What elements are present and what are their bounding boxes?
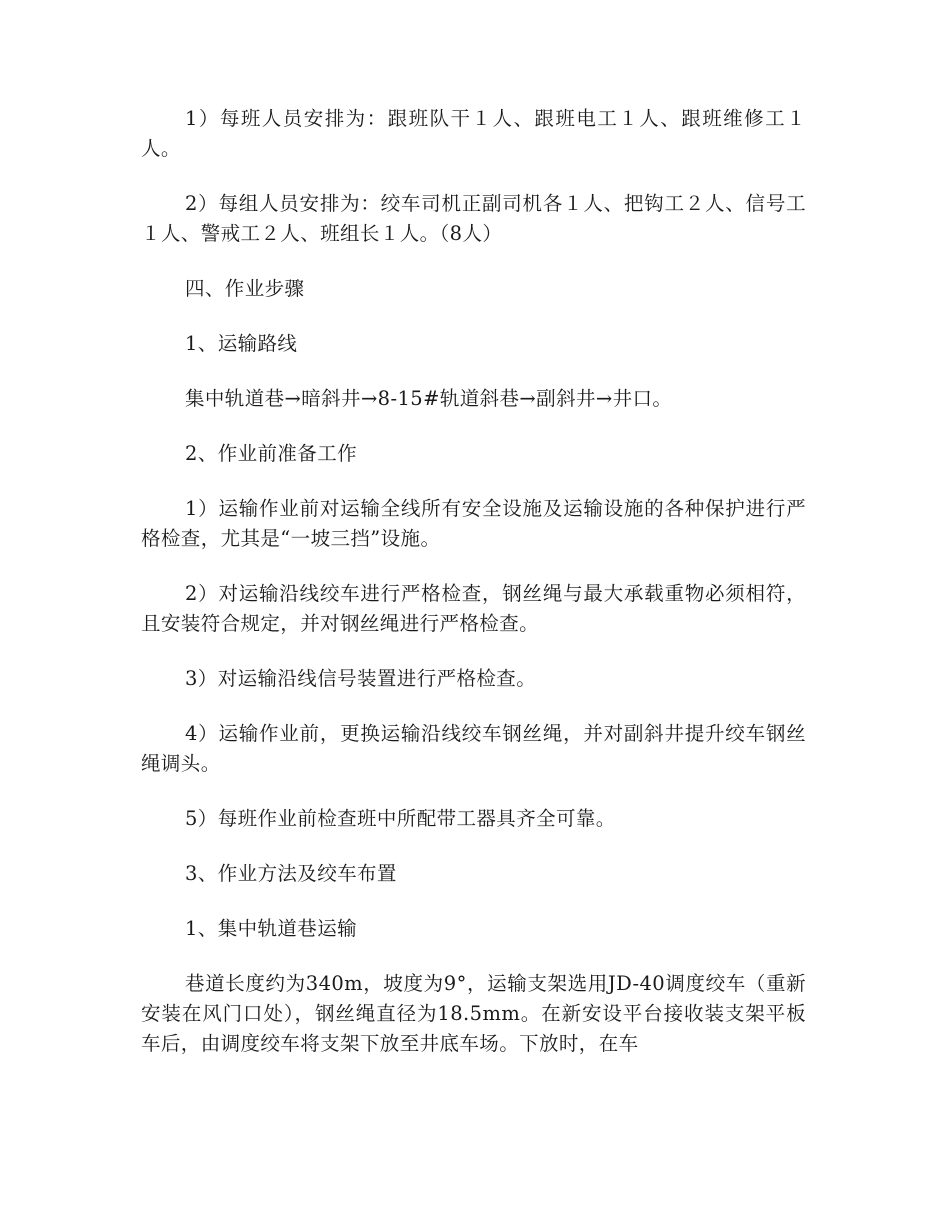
paragraph-prep-4: 4）运输作业前，更换运输沿线绞车钢丝绳，并对副斜井提升绞车钢丝绳调头。 [141,722,806,775]
subheading-method-winch-layout: 3、作业方法及绞车布置 [185,862,397,885]
paragraph-prep-2: 2）对运输沿线绞车进行严格检查，钢丝绳与最大承载重物必须相符，且安装符合规定，并对钢丝绳进行严格检查。 [141,582,806,635]
paragraph-transport-route: 集中轨道巷→暗斜井→8-15#轨道斜巷→副斜井→井口。 [185,387,673,410]
paragraph-central-track-details: 巷道长度约为340m，坡度为9°，运输支架选用JD-40调度绞车（重新安装在风门口处），钢丝绳直径为18.5mm。在新安设平台接收装支架平板车后，由调度绞车将支架下放至井底车场。下放时，在车 [141,972,806,1055]
subheading-preparation: 2、作业前准备工作 [185,442,358,465]
paragraph-prep-3: 3）对运输沿线信号装置进行严格检查。 [185,667,537,690]
paragraph-shift-staff: 1）每班人员安排为：跟班队干１人、跟班电工１人、跟班维修工１人。 [141,107,806,160]
subheading-central-track-transport: 1、集中轨道巷运输 [185,917,358,940]
subheading-transport-route: 1、运输路线 [185,332,298,355]
paragraph-prep-1: 1）运输作业前对运输全线所有安全设施及运输设施的各种保护进行严格检查，尤其是“一坡三挡”设施。 [141,497,806,550]
document-body [141,104,806,1084]
paragraph-group-staff: 2）每组人员安排为：绞车司机正副司机各１人、把钩工２人、信号工１人、警戒工２人、班组长１人。（8人） [141,192,806,245]
section-heading-work-steps: 四、作业步骤 [185,277,305,300]
paragraph-prep-5: 5）每班作业前检查班中所配带工器具齐全可靠。 [185,807,616,830]
